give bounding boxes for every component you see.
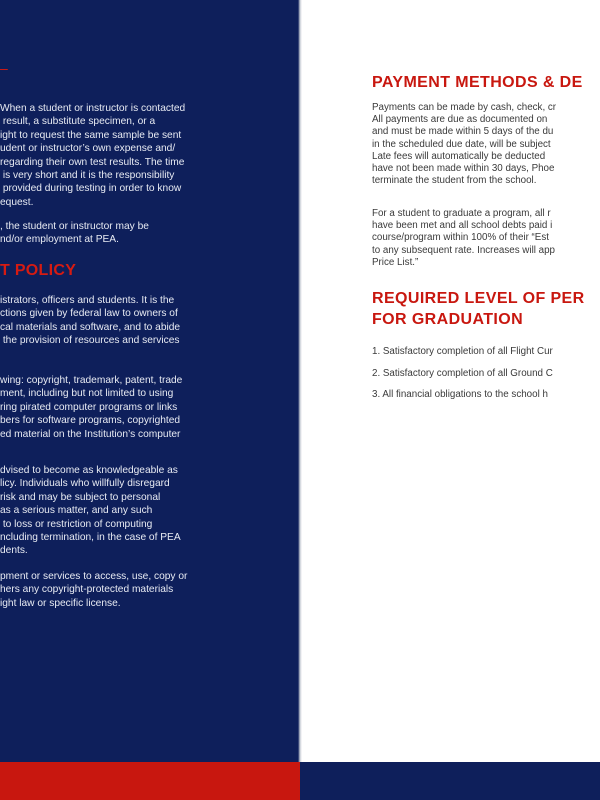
graduation-debts-paragraph: For a student to graduate a program, all r have been met and all school debts paid i course/program within 100% of their “Est to any subsequent rate. Increases will app Price List.” xyxy=(372,208,555,268)
left-fragment-top: – xyxy=(0,60,8,76)
left-page xyxy=(0,0,300,762)
payment-methods-heading: PAYMENT METHODS & DE xyxy=(372,74,583,91)
left-paragraph-copyright-intro: istrators, officers and students. It is the ctions given by federal law to owners of cal materials and software, and to abide the provision of resources and services xyxy=(0,295,181,347)
payment-methods-paragraph: Payments can be made by cash, check, cr All payments are due as documented on and must be made within 5 days of the du in the scheduled due date, will be subject Late fees will automatically be deducted have not been made within 30 days, Phoe terminate the student from the school. xyxy=(372,102,557,187)
graduation-requirement-item: 2. Satisfactory completion of all Ground C xyxy=(372,368,553,379)
left-paragraph-copyright-violations: wing: copyright, trademark, patent, trade ment, including but not limited to using ring pirated computer programs or links bers for software programs, copyrighted ed material on the Institution’s computer xyxy=(0,375,183,440)
right-footer-band xyxy=(300,762,600,800)
graduation-requirements-heading: REQUIRED LEVEL OF PER FOR GRADUATION xyxy=(372,290,585,328)
page-spine xyxy=(298,0,302,762)
graduation-requirement-item: 1. Satisfactory completion of all Flight Cur xyxy=(372,346,553,357)
left-paragraph-drug-testing: When a student or instructor is contacted result, a substitute specimen, or a ight to request the same sample be sent udent or instructor’s own expense and/ regarding their own test results. The time is very short and it is the responsibility provided during testing in order to know equest. xyxy=(0,103,186,208)
left-paragraph-equipment-use: pment or services to access, use, copy or hers any copyright-protected materials ight law or specific license. xyxy=(0,571,188,609)
left-section-heading: T POLICY xyxy=(0,262,77,279)
graduation-requirement-item: 3. All financial obligations to the school h xyxy=(372,389,548,400)
left-paragraph-refusal: , the student or instructor may be nd/or employment at PEA. xyxy=(0,221,149,246)
left-footer-band xyxy=(0,762,300,800)
left-paragraph-consequences: dvised to become as knowledgeable as licy. Individuals who willfully disregard risk and may be subject to personal as a serious matter, and any such to loss or restriction of computing ncluding termination, in the case of PEA dents. xyxy=(0,465,181,557)
